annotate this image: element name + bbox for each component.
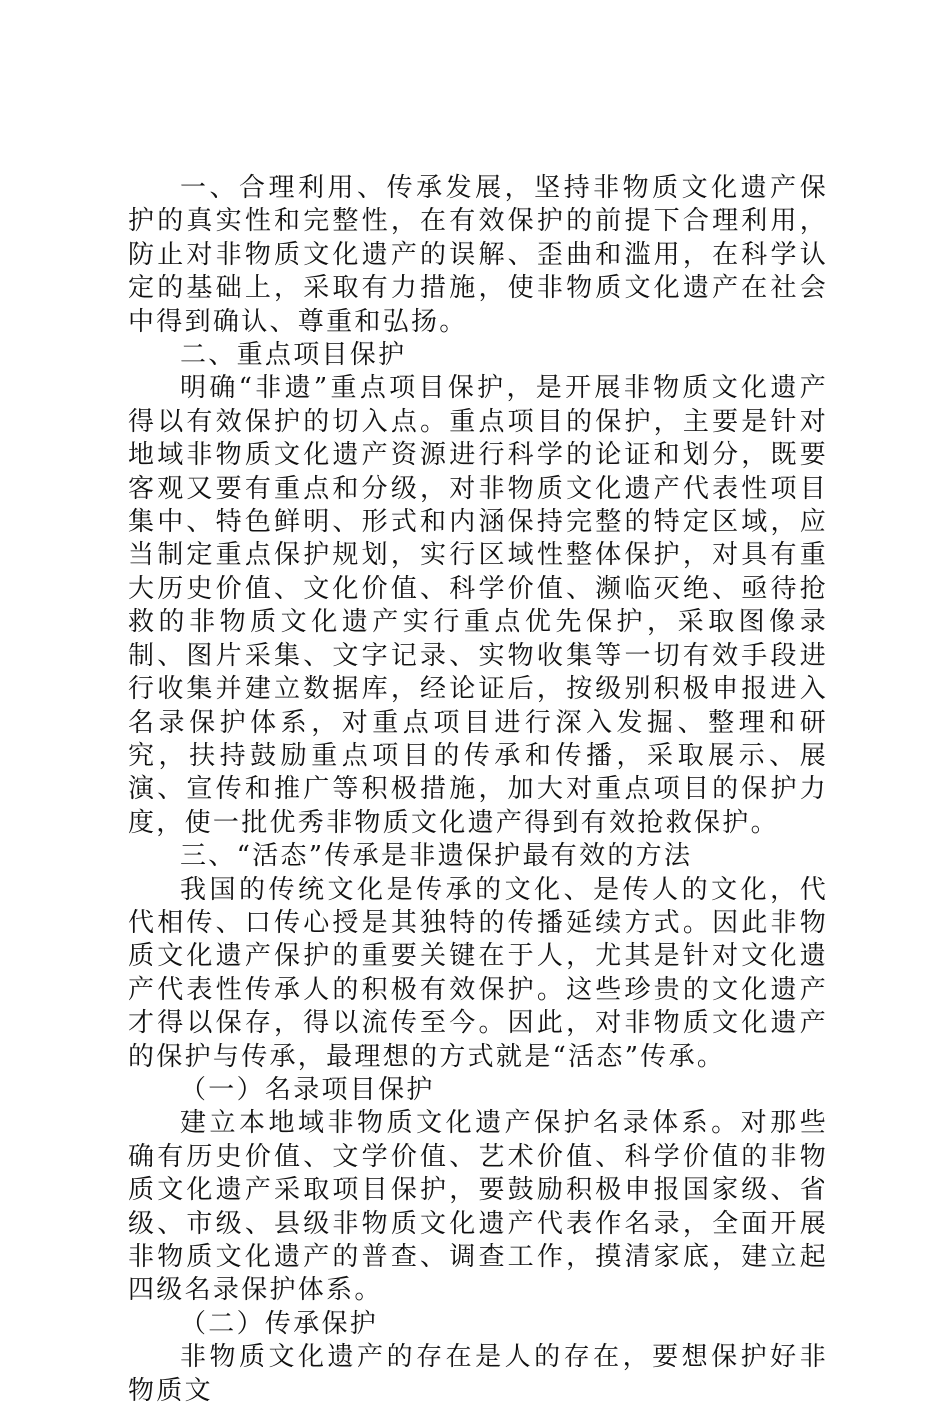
paragraph-list-protection: 建立本地域非物质文化遗产保护名录体系。对那些确有历史价值、文学价值、艺术价值、科学价值的非物质文化遗产采取项目保护，要鼓励积极申报国家级、省级、市级、县级非物质文化遗产代表作名录，全面开展非物质文化遗产的普查、调查工作，摸清家底，建立起四级名录保护体系。 xyxy=(128,1108,828,1306)
section-heading-living-inheritance: 三、“活态”传承是非遗保护最有效的方法 xyxy=(180,841,693,872)
paragraph-key-projects: 明确“非遗”重点项目保护，是开展非物质文化遗产得以有效保护的切入点。重点项目的保护，主要是针对地域非物质文化遗产资源进行科学的论证和划分，既要客观又要有重点和分级，对非物质文化遗产代表性项目集中、特色鲜明、形式和内涵保持完整的特定区域，应当制定重点保护规划，实行区域性整体保护，对具有重大历史价值、文化价值、科学价值、濒临灭绝、亟待抢救的非物质文化遗产实行重点优先保护，采取图像录制、图片采集、文字记录、实物收集等一切有效手段进行收集并建立数据库，经论证后，按级别积极申报进入名录保护体系，对重点项目进行深入发掘、整理和研究，扶持鼓励重点项目的传承和传播，采取展示、展演、宣传和推广等积极措施，加大对重点项目的保护力度，使一批优秀非物质文化遗产得到有效抢救保护。 xyxy=(128,373,828,838)
document-body xyxy=(128,172,828,1408)
paragraph-inheritance-protection: 非物质文化遗产的存在是人的存在，要想保护好非物质文 xyxy=(128,1342,828,1406)
subsection-heading-list-protection: （一）名录项目保护 xyxy=(180,1074,435,1105)
paragraph-principle-one: 一、合理利用、传承发展，坚持非物质文化遗产保护的真实性和完整性，在有效保护的前提下合理利用，防止对非物质文化遗产的误解、歪曲和滥用，在科学认定的基础上，采取有力措施，使非物质文化遗产在社会中得到确认、尊重和弘扬。 xyxy=(128,173,828,337)
subsection-heading-inheritance-protection: （二）传承保护 xyxy=(180,1308,379,1339)
section-heading-key-projects: 二、重点项目保护 xyxy=(180,340,407,371)
paragraph-living-inheritance: 我国的传统文化是传承的文化、是传人的文化，代代相传、口传心授是其独特的传播延续方式。因此非物质文化遗产保护的重要关键在于人，尤其是针对文化遗产代表性传承人的积极有效保护。这些珍贵的文化遗产才得以保存，得以流传至今。因此，对非物质文化遗产的保护与传承，最理想的方式就是“活态”传承。 xyxy=(128,874,828,1072)
